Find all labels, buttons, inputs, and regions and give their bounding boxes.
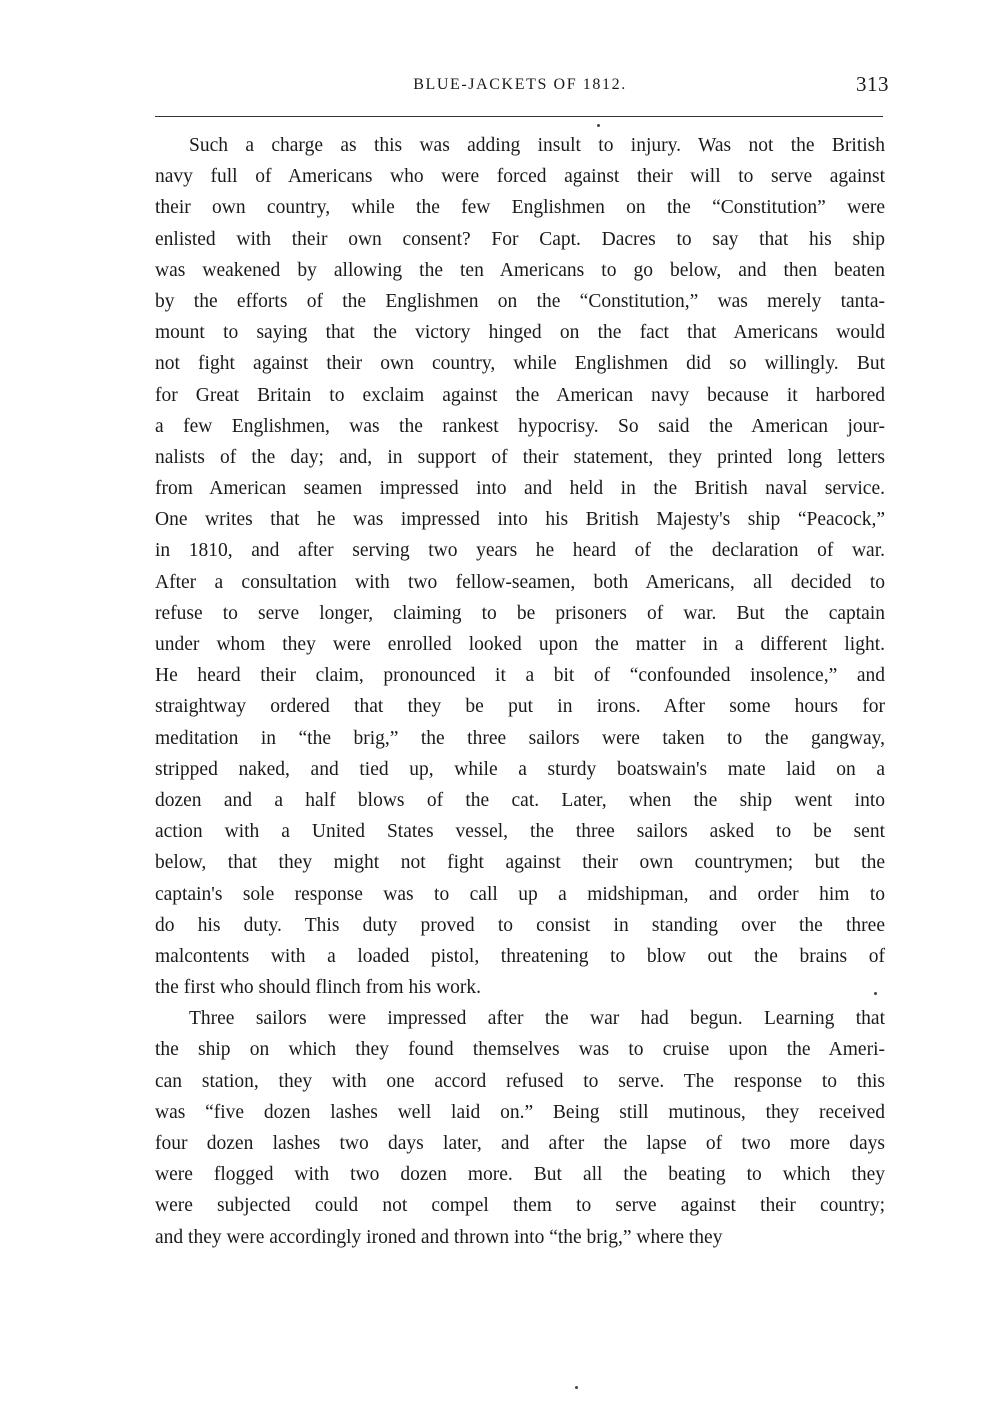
text-line: meditation in “the brig,” the three sailors were taken to the gangway,	[155, 727, 885, 749]
text-line: dozen and a half blows of the cat. Later, when the ship went into	[155, 789, 885, 811]
text-line: was weakened by allowing the ten Americans to go below, and then beaten	[155, 259, 885, 281]
text-line: stripped naked, and tied up, while a sturdy boatswain's mate laid on a	[155, 758, 885, 780]
text-line: and they were accordingly ironed and thrown into “the brig,” where they	[155, 1226, 723, 1248]
text-line: can station, they with one accord refused to serve. The response to this	[155, 1070, 885, 1092]
print-speck	[874, 992, 877, 995]
text-line: navy full of Americans who were forced against their will to serve against	[155, 166, 885, 188]
text-line: do his duty. This duty proved to consist in standing over the three	[155, 914, 885, 936]
paragraph	[155, 130, 885, 1003]
text-line: the first who should flinch from his work.	[155, 977, 482, 999]
paragraph	[155, 1003, 885, 1253]
text-line: One writes that he was impressed into his British Majesty's ship “Peacock,”	[155, 509, 885, 531]
text-line: straightway ordered that they be put in irons. After some hours for	[155, 696, 885, 718]
text-line: under whom they were enrolled looked upon the matter in a different light.	[155, 634, 885, 655]
running-head	[155, 72, 889, 100]
paragraphs	[155, 130, 885, 1253]
text-line: Such a charge as this was adding insult to injury. Was not the British	[189, 135, 885, 156]
header-rule	[155, 116, 883, 117]
text-line: by the efforts of the Englishmen on the “Constitution,” was merely tanta-	[155, 290, 885, 312]
text-line: enlisted with their own consent? For Capt. Dacres to say that his ship	[155, 228, 885, 250]
text-line: were subjected could not compel them to serve against their country;	[155, 1195, 885, 1217]
running-title: BLUE-JACKETS OF 1812.	[413, 76, 627, 93]
text-line: Three sailors were impressed after the war had begun. Learning that	[189, 1008, 885, 1030]
text-line: was “five dozen lashes well laid on.” Being still mutinous, they received	[155, 1101, 885, 1123]
text-line: a few Englishmen, was the rankest hypocrisy. So said the American jour-	[155, 415, 885, 437]
print-speck	[575, 1386, 578, 1389]
text-line: were flogged with two dozen more. But all the beating to which they	[155, 1164, 885, 1186]
text-line: below, that they might not fight against their own countrymen; but the	[155, 852, 885, 874]
text-line: mount to saying that the victory hinged on the fact that Americans would	[155, 322, 885, 344]
text-line: for Great Britain to exclaim against the American navy because it harbored	[155, 384, 885, 406]
text-line: After a consultation with two fellow-seamen, both Americans, all decided to	[155, 571, 885, 593]
print-speck	[597, 124, 600, 127]
body-text	[155, 130, 885, 1253]
text-line: nalists of the day; and, in support of their statement, they printed long letters	[155, 446, 885, 468]
text-line: in 1810, and after serving two years he heard of the declaration of war.	[155, 540, 885, 562]
text-line: four dozen lashes two days later, and after the lapse of two more days	[155, 1133, 885, 1154]
text-line: He heard their claim, pronounced it a bit of “confounded insolence,” and	[155, 665, 885, 687]
text-line: refuse to serve longer, claiming to be prisoners of war. But the captain	[155, 602, 885, 624]
text-line: captain's sole response was to call up a midshipman, and order him to	[155, 883, 885, 905]
text-line: from American seamen impressed into and held in the British naval service.	[155, 478, 885, 500]
text-line: not fight against their own country, while Englishmen did so willingly. But	[155, 353, 885, 375]
text-line: the ship on which they found themselves was to cruise upon the Ameri-	[155, 1039, 885, 1061]
text-line: malcontents with a loaded pistol, threatening to blow out the brains of	[155, 945, 885, 967]
text-line: action with a United States vessel, the three sailors asked to be sent	[155, 821, 885, 843]
page-number: 313	[856, 72, 889, 96]
text-line: their own country, while the few Englishmen on the “Constitution” were	[155, 197, 885, 219]
